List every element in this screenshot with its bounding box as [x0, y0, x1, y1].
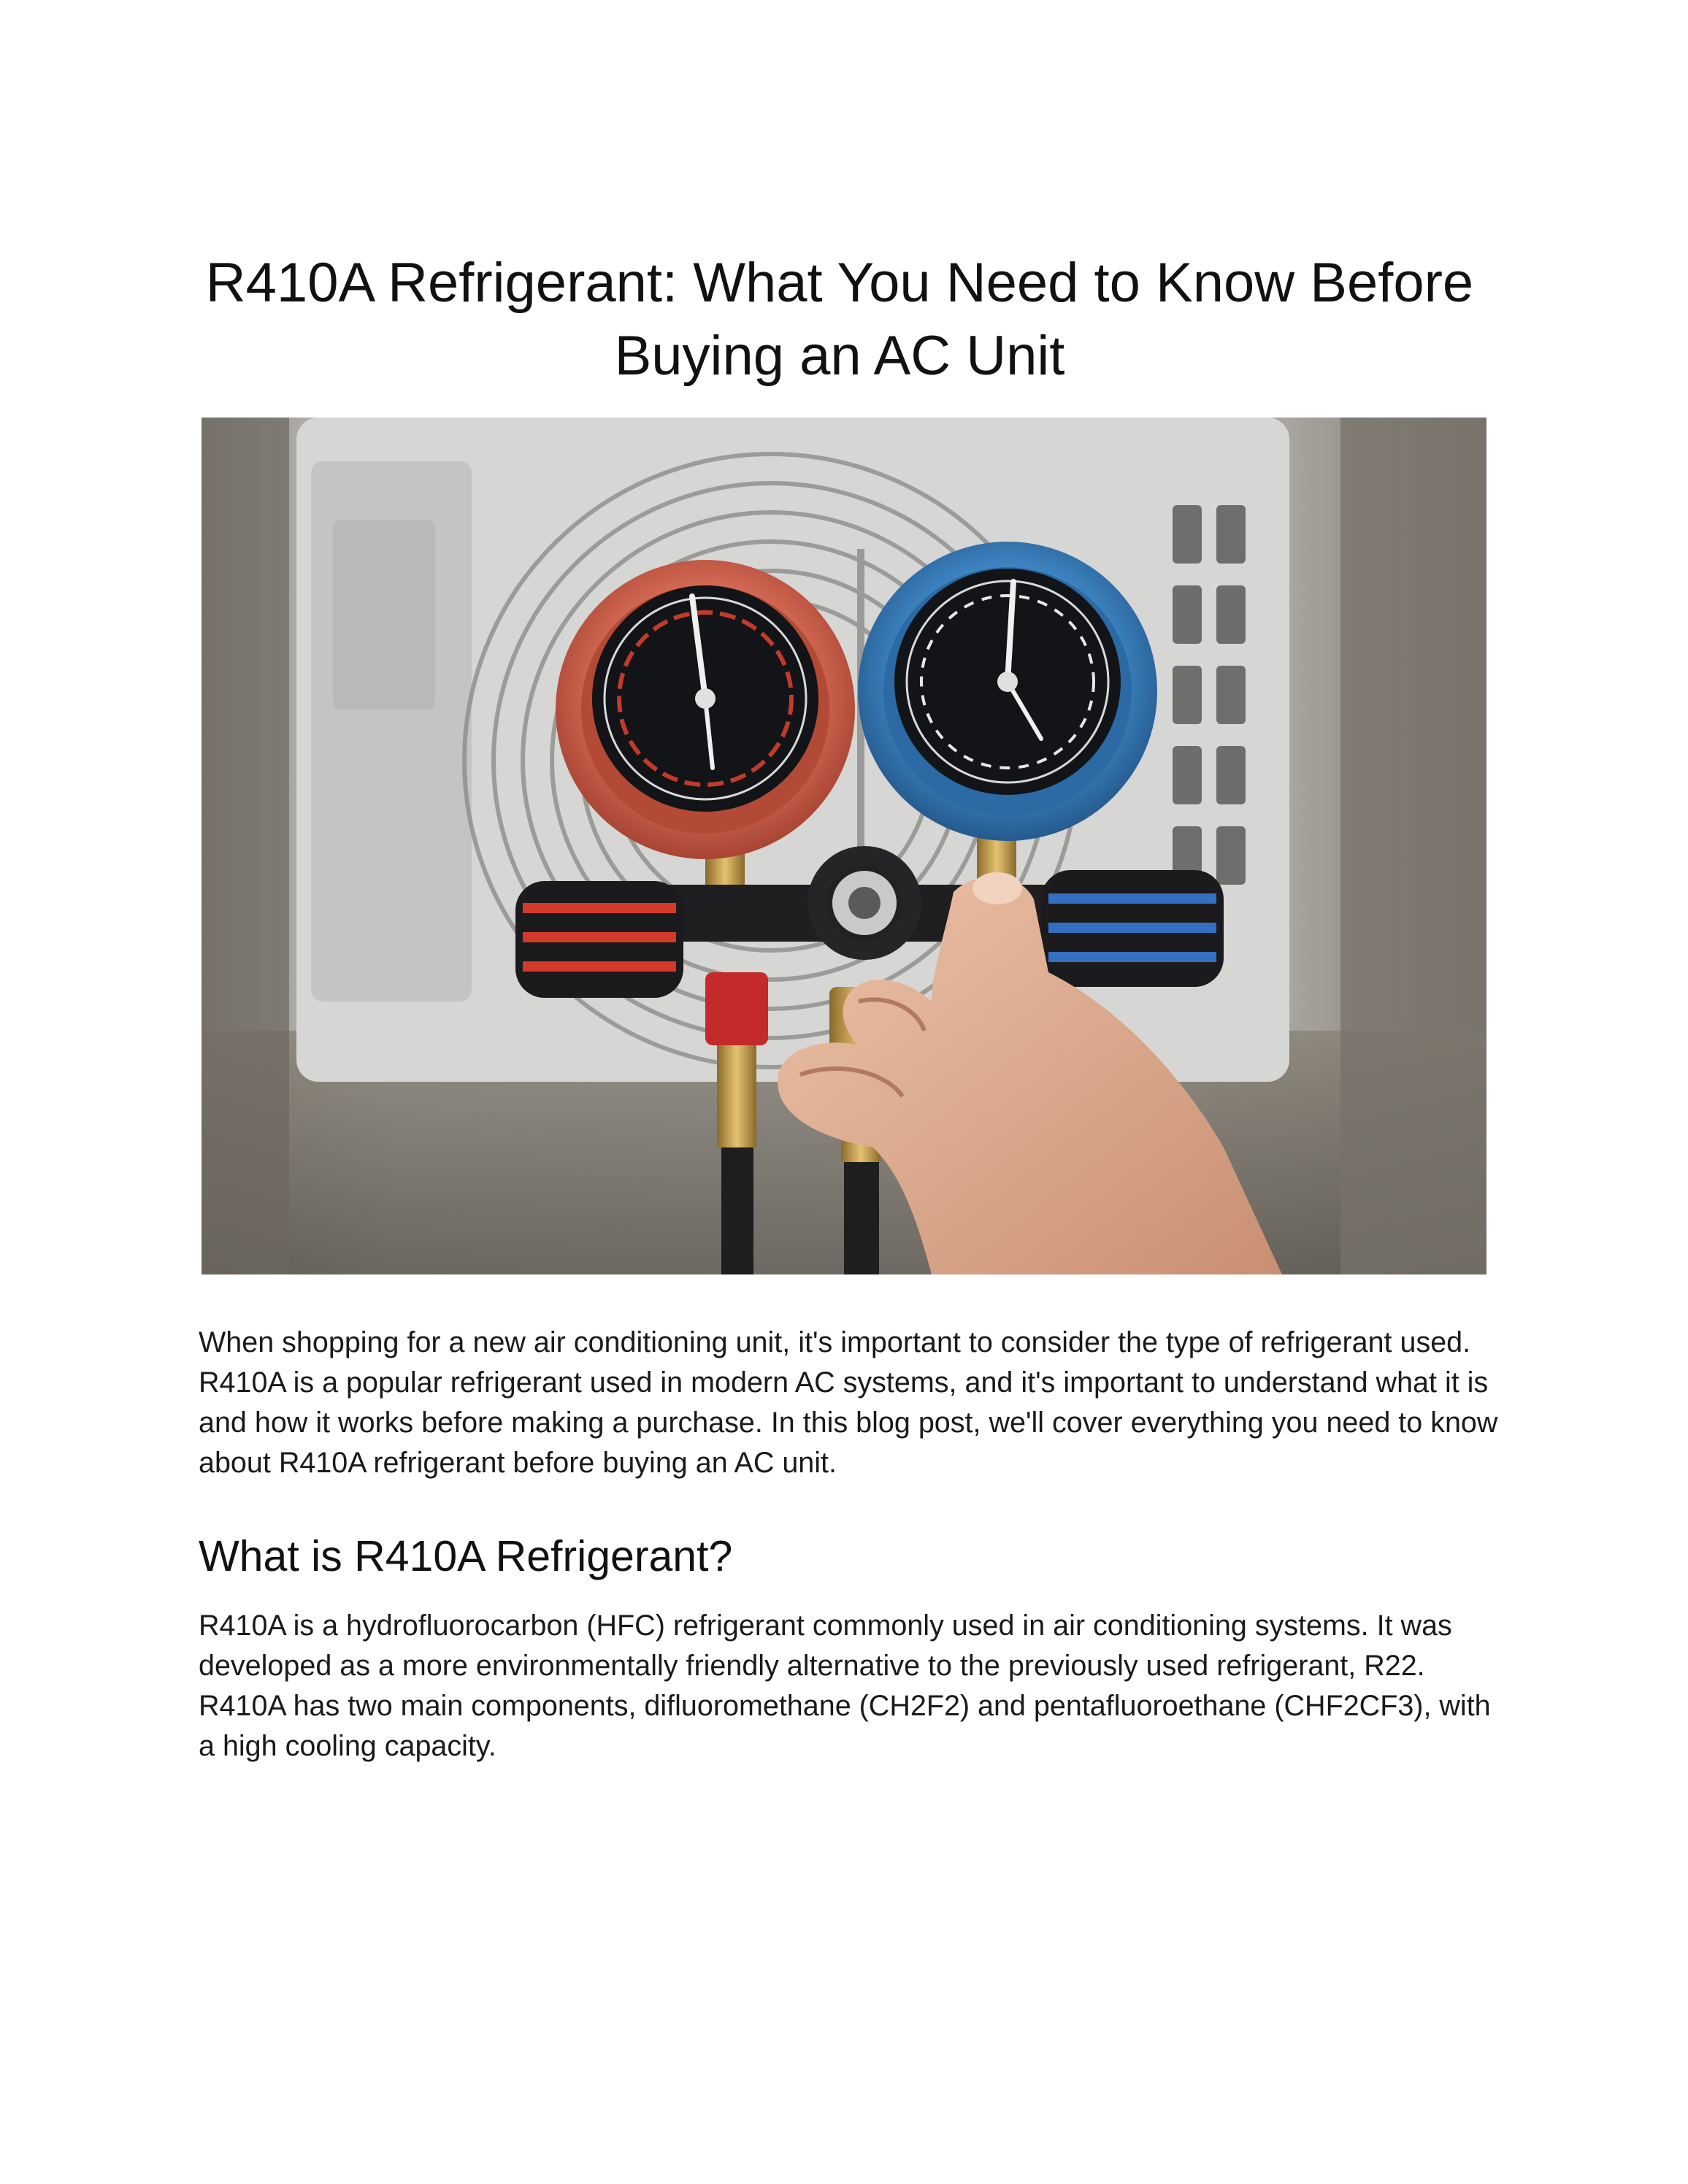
page-title: R410A Refrigerant: What You Need to Know Before Buying an AC Unit: [205, 252, 1474, 387]
section-heading: What is R410A Refrigerant?: [199, 1532, 733, 1580]
section-paragraph: R410A is a hydrofluorocarbon (HFC) refrigerant commonly used in air conditioning systems. It was developed as a more environmentally friendly alternative to the previously used refrigerant, R22. R410A has two main components, difluoromethane (CH2F2) and pentafluoroethane (CHF2CF3), with a high cooling capacity.: [199, 1610, 1491, 1762]
manifold-gauge-photo: [202, 418, 1486, 1274]
intro-paragraph: When shopping for a new air conditioning unit, it's important to consider the type of refrigerant used. R410A is a popular refrigerant used in modern AC systems, and it's important to understand what it is and how it works before making a purchase. In this blog post, we'll cover everything you need to know about R410A refrigerant before buying an AC unit.: [199, 1326, 1498, 1479]
